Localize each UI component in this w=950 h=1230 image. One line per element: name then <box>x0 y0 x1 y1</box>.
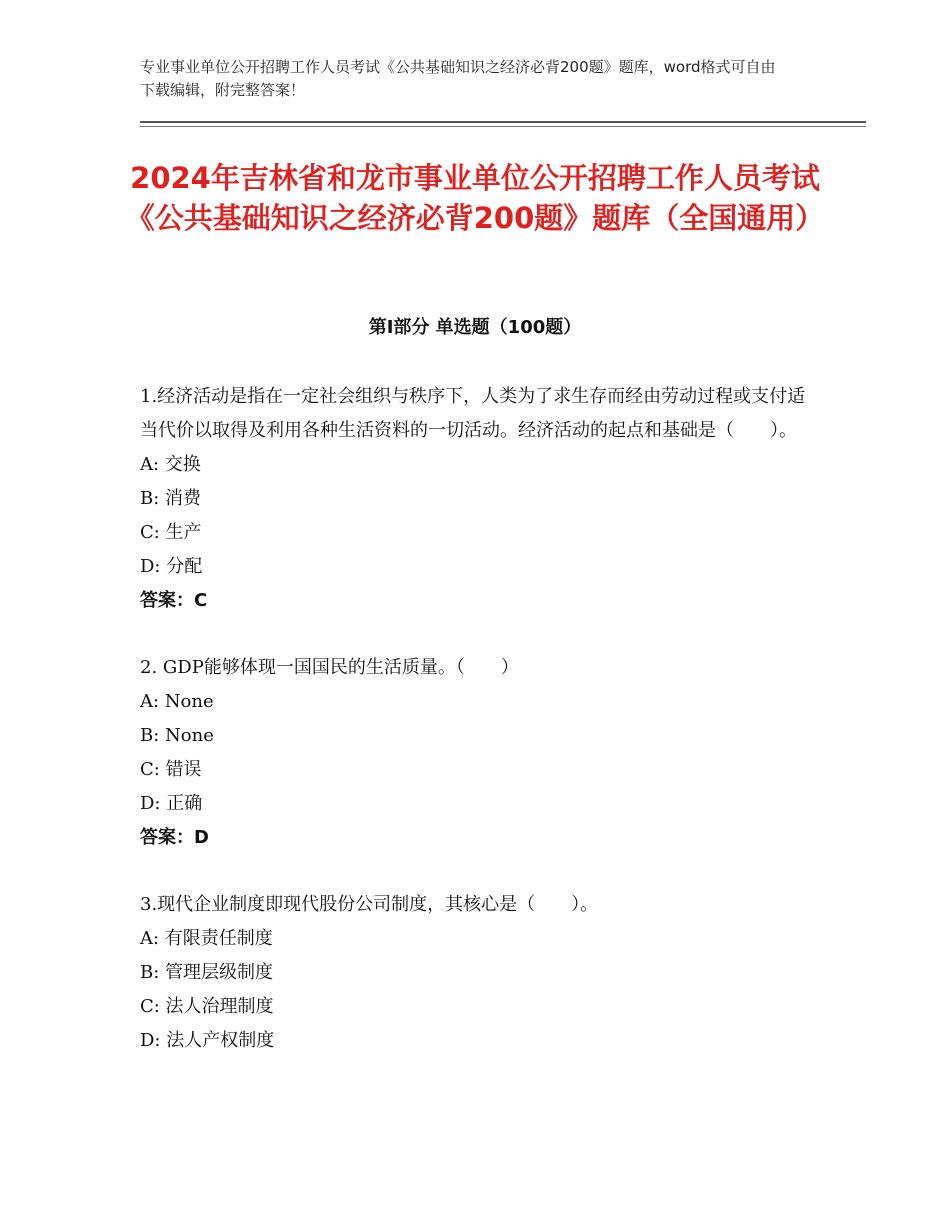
question-1 <box>140 380 820 618</box>
question-stem: 3.现代企业制度即现代股份公司制度，其核心是（ ）。 <box>140 894 599 915</box>
question-stem: 2. GDP能够体现一国国民的生活质量。（ ） <box>140 657 519 678</box>
option-a: A: 有限责任制度 <box>140 928 273 949</box>
section-title: 第Ⅰ部分 单选题（100题） <box>368 317 582 338</box>
option-d: D: 法人产权制度 <box>140 1030 275 1051</box>
question-list <box>140 380 820 1091</box>
option-d: D: 分配 <box>140 556 203 577</box>
option-c: C: 生产 <box>140 522 202 543</box>
option-a: A: 交换 <box>140 454 201 475</box>
answer-line: 答案：C <box>140 590 208 611</box>
answer-line: 答案：D <box>140 827 209 848</box>
option-d: D: 正确 <box>140 793 203 814</box>
question-2 <box>140 651 820 855</box>
option-b: B: 消费 <box>140 488 202 509</box>
question-stem: 1.经济活动是指在一定社会组织与秩序下，人类为了求生存而经由劳动过程或支付适当代价以取得及利用各种生活资料的一切活动。经济活动的起点和基础是（ ）。 <box>140 386 806 441</box>
option-b: B: None <box>140 725 214 746</box>
option-b: B: 管理层级制度 <box>140 962 274 983</box>
header-note: 专业事业单位公开招聘工作人员考试《公共基础知识之经济必背200题》题库，word格式可自由下载编辑，附完整答案！ <box>140 58 776 99</box>
header-divider-thick <box>140 121 866 123</box>
question-3 <box>140 888 820 1058</box>
option-c: C: 错误 <box>140 759 202 780</box>
header-divider-thin <box>140 126 866 127</box>
option-c: C: 法人治理制度 <box>140 996 274 1017</box>
option-a: A: None <box>140 691 214 712</box>
document-title: 2024年吉林省和龙市事业单位公开招聘工作人员考试《公共基础知识之经济必背200题》题库（全国通用） <box>125 161 825 235</box>
